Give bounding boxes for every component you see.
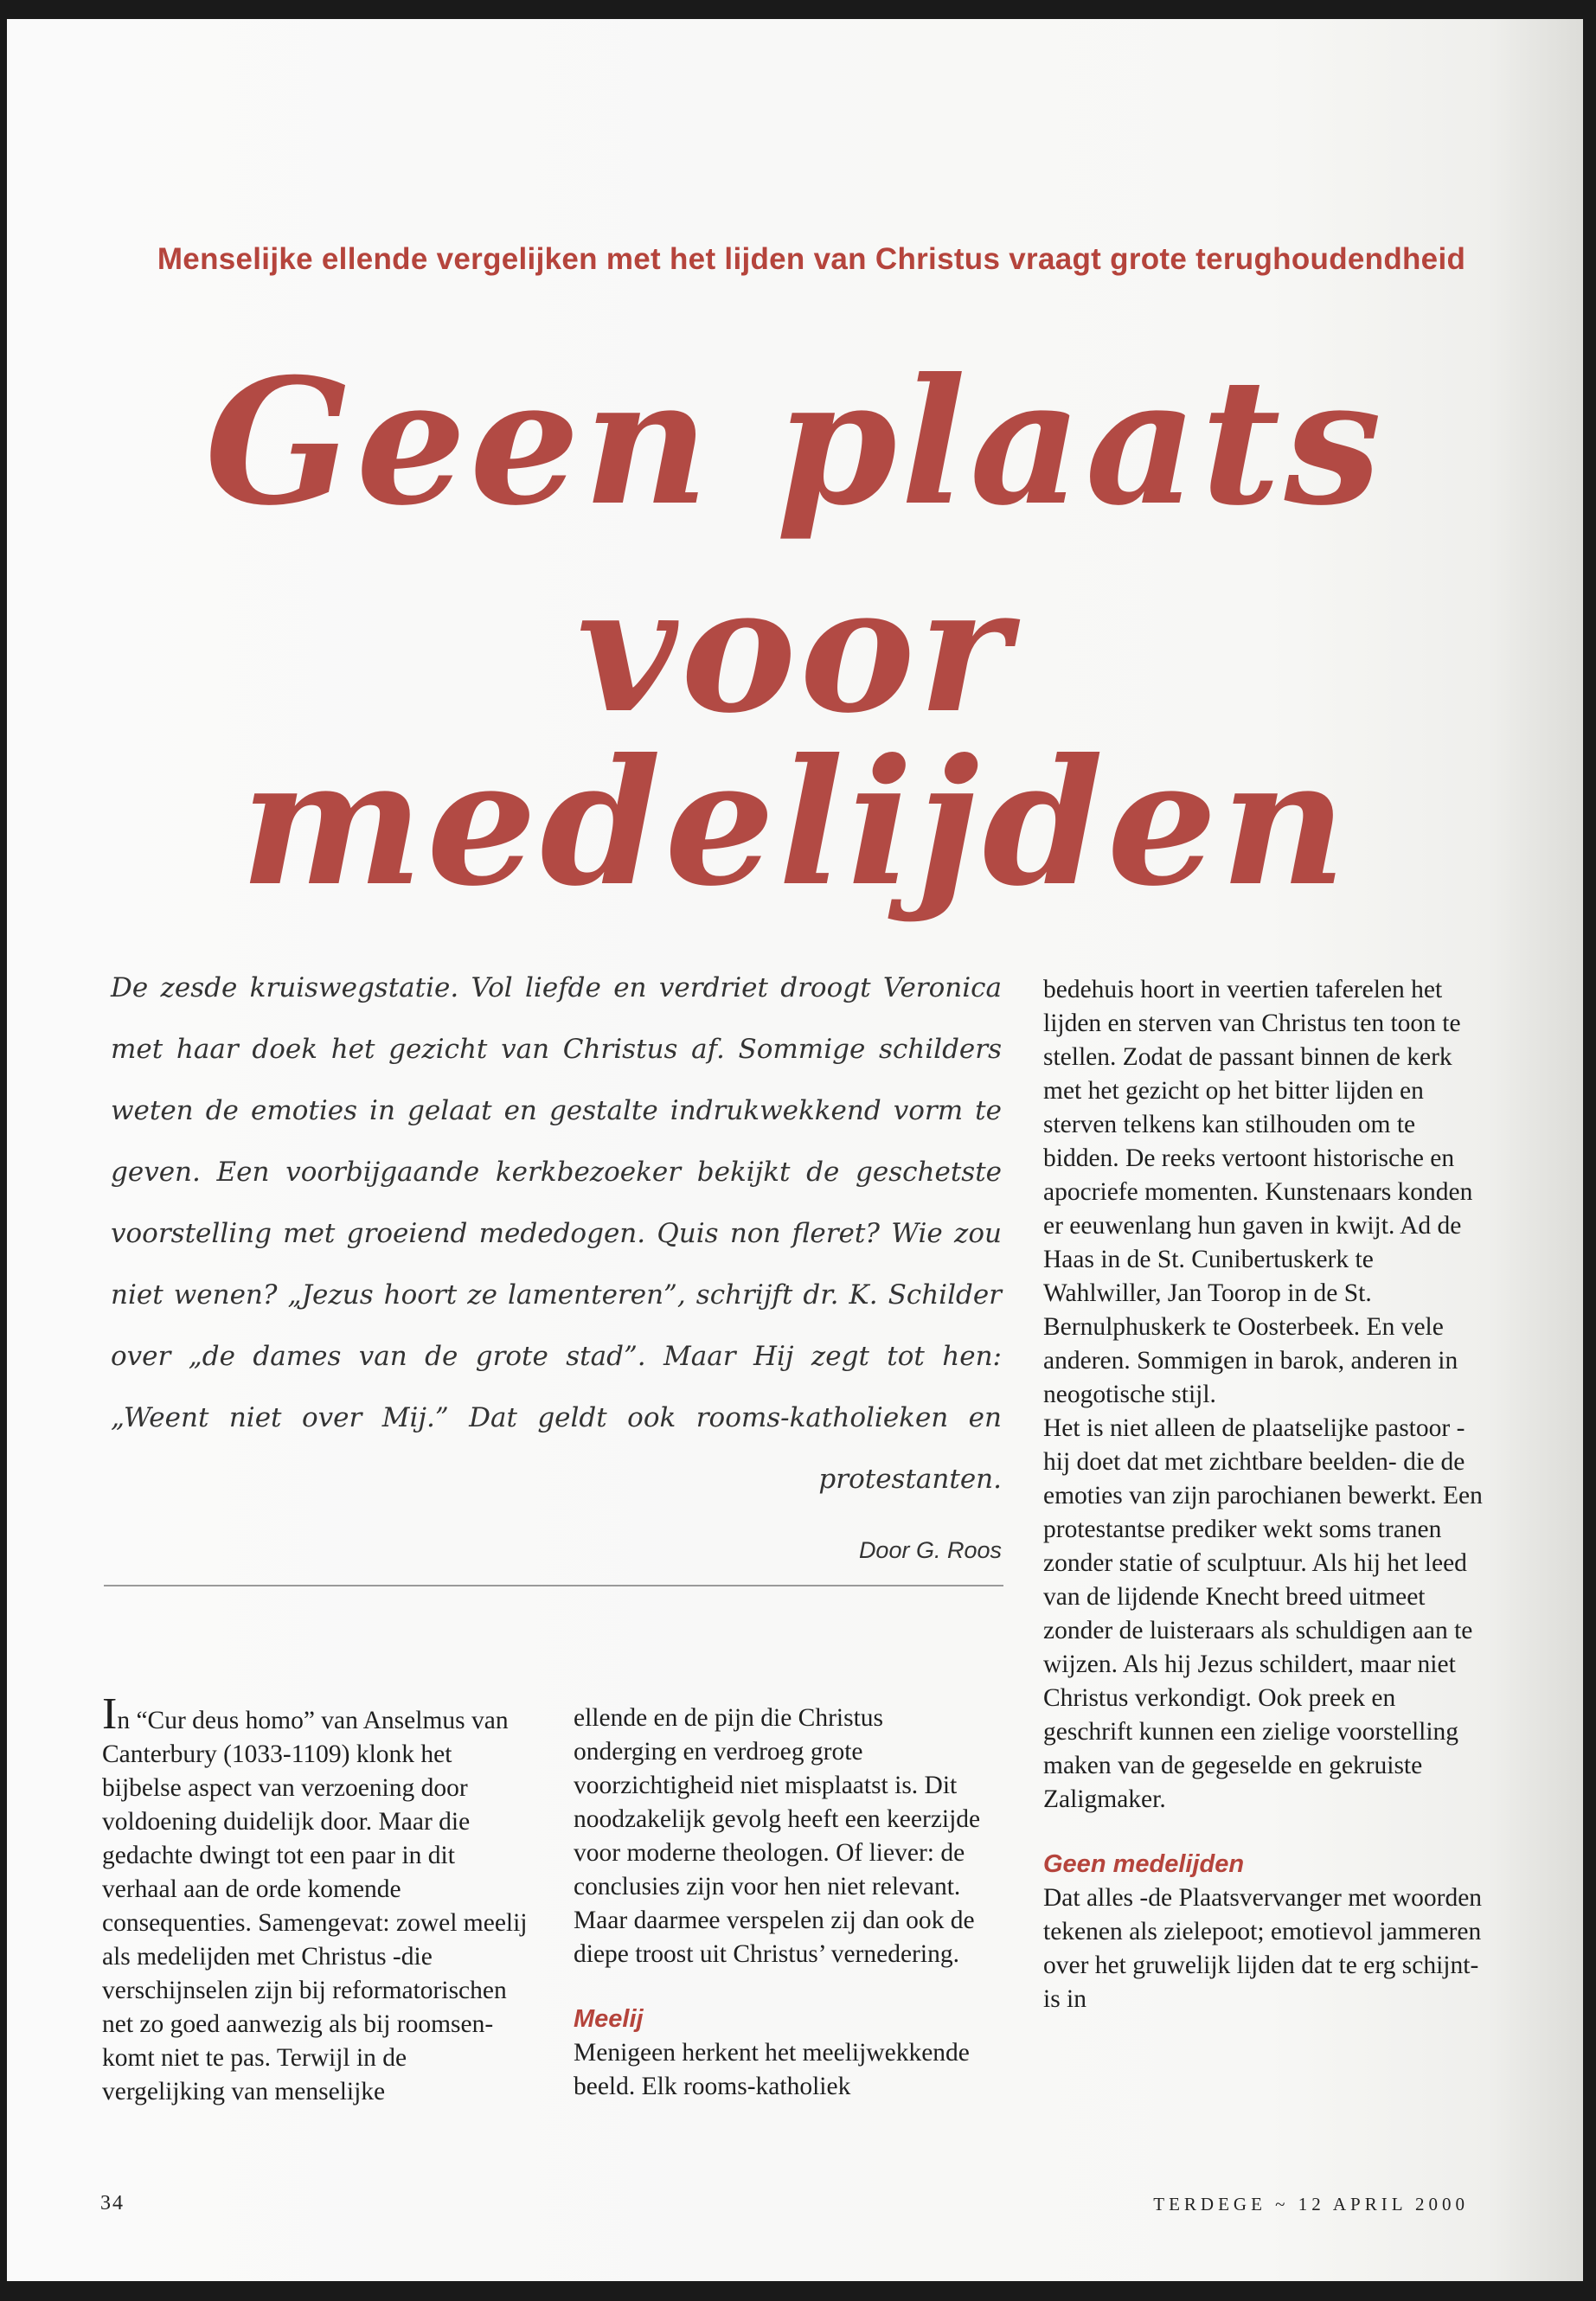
paragraph-text: n “Cur deus homo” van Anselmus van Canterbury (1033-1109) klonk het bijbelse aspect van verzoening door voldoening duidelijk door. Maar die gedachte dwingt tot een paar in dit verhaal aan de orde komende consequenties. Samengevat: zowel meelij als medelijden met Christus -die verschijnselen zijn bij reformatorischen net zo goed aanwezig als bij roomsen- komt niet te pas. Terwijl in de vergelijking van menselijke: [102, 1707, 528, 2106]
subheading-meelij: Meelij: [574, 2005, 644, 2033]
lead-line: haar doek het gezicht van Christus af. Sommige schilders weten de: [111, 1034, 1002, 1126]
lead-line: hoort ze lamenteren”, schrijft dr. K. Schilder over „de dames van de: [111, 1279, 1002, 1372]
body-paragraph: [102, 1689, 535, 2109]
magazine-page: [7, 19, 1583, 2281]
kicker-headline: Menselijke ellende vergelijken met het lijden van Christus vraagt grote terughoudendheid: [157, 242, 1466, 276]
title-line-1: Geen plaats: [204, 341, 1386, 544]
article-title: [7, 341, 1583, 925]
author-byline: Door G. Roos: [858, 1537, 1002, 1563]
drop-cap: I: [102, 1689, 118, 1739]
body-paragraph: Het is niet alleen de plaatselijke pastoor -hij doet dat met zichtbare beelden- die de emoties van zijn parochianen bewerkt. Een protestantse prediker wekt soms tranen zonder statie of sculptuur. Als hij het leed van de lijdende Knecht breed uitmeet zonder de luisteraars als schuldigen aan te wijzen. Als hij Jezus schildert, maar niet Christus verkondigt. Ook preek en geschrift kunnen een zielige voorstelling maken van de gegeselde en gekruiste Zaligmaker.: [1043, 1414, 1483, 1813]
lead-paragraph: [111, 958, 1002, 1510]
body-column-1: [102, 1689, 535, 2109]
lead-line: voorbijgaande kerkbezoeker bekijkt de geschetste voorstelling met: [111, 1157, 1002, 1249]
page-number: 34: [100, 2192, 125, 2214]
divider-rule: [104, 1585, 1003, 1586]
lead-line: ook rooms-katholieken en protestanten.: [627, 1402, 1002, 1495]
body-column-2: [574, 1702, 989, 2104]
body-paragraph: Dat alles -de Plaatsvervanger met woorden tekenen als zielepoot; emotievol jammeren over het gruwelijk lijden dat te erg schijnt- is in: [1043, 1884, 1483, 2013]
body-paragraph: ellende en de pijn die Christus onderging en verdroeg grote voorzichtigheid niet misplaatst is. Dit noodzakelijk gevolg heeft een keerzijde voor moderne theologen. Of liever: de conclusies zijn voor hen niet relevant. Maar daarmee verspelen zij dan ook de diepe troost uit Christus’ vernedering.: [574, 1704, 981, 1968]
lead-line: emoties in gelaat en gestalte indrukwekkend vorm te geven. Een: [111, 1095, 1002, 1188]
lead-line: groeiend mededogen. Quis non fleret? Wie zou niet wenen? „Jezus: [111, 1218, 1002, 1311]
lead-line: De zesde kruiswegstatie. Vol liefde en verdriet droogt Veronica met: [111, 972, 1002, 1065]
title-line-2: voor medelijden: [240, 548, 1350, 925]
publication-footer: TERDEGE ~ 12 APRIL 2000: [1153, 2194, 1469, 2214]
body-paragraph: bedehuis hoort in veertien taferelen het lijden en sterven van Christus ten toon te stellen. Zodat de passant binnen de kerk met het gezicht op het bitter lijden en sterven telkens kan stilhouden om te bidden. De reeks vertoont historische en apocriefe momenten. Kunstenaars konden er eeuwenlang hun gaven in kwijt. Ad de Haas in de St. Cunibertuskerk te Wahlwiller, Jan Toorop in de St. Bernulphuskerk te Oosterbeek. En vele anderen. Sommigen in barok, anderen in neogotische stijl.: [1043, 976, 1473, 1408]
lead-line: grote stad”. Maar Hij zegt tot hen: „Weent niet over Mij.” Dat geldt: [111, 1341, 1002, 1433]
subheading-geen-medelijden: Geen medelijden: [1043, 1850, 1245, 1878]
body-column-3: [1043, 973, 1484, 2016]
body-paragraph: Menigeen herkent het meelijwekkende beeld. Elk rooms-katholiek: [574, 2039, 970, 2100]
